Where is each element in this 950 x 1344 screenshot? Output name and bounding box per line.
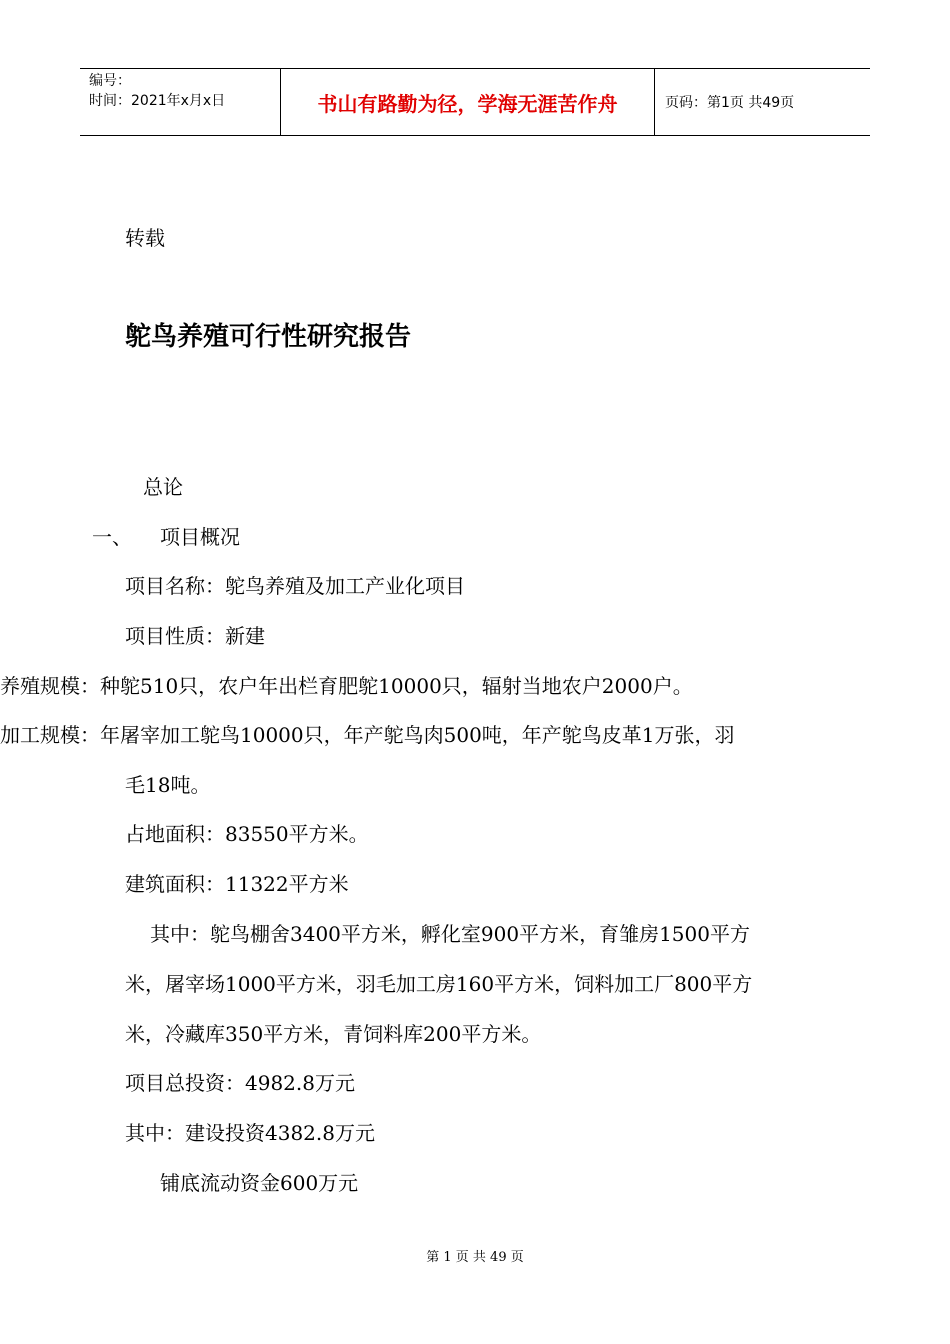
- body-line: 养殖规模：种鸵510只，农户年出栏育肥鸵10000只，辐射当地农户2000户。: [0, 674, 693, 698]
- body-line: 铺底流动资金600万元: [160, 1171, 359, 1195]
- body-line: 加工规模：年屠宰加工鸵鸟10000只，年产鸵鸟肉500吨，年产鸵鸟皮革1万张，羽: [0, 723, 735, 747]
- page-info: 页码：第1页 共49页: [665, 95, 795, 111]
- section-heading: 总论: [143, 475, 183, 499]
- body-line: 占地面积：83550平方米。: [125, 822, 369, 846]
- header-left-cell: [80, 69, 281, 135]
- body-line: 项目性质：新建: [125, 624, 265, 648]
- body-line: 建筑面积：11322平方米: [125, 872, 349, 896]
- body-line: 项目名称：鸵鸟养殖及加工产业化项目: [125, 574, 465, 598]
- body-line: 米，冷藏库350平方米，青饲料库200平方米。: [125, 1022, 542, 1046]
- document-title: 鸵鸟养殖可行性研究报告: [125, 322, 412, 352]
- motto: 书山有路勤为径，学海无涯苦作舟: [281, 69, 655, 135]
- item-number: 一、: [92, 525, 132, 549]
- reprint-label: 转载: [125, 226, 165, 250]
- number-label: 编号：: [89, 73, 131, 89]
- time-label: 时间：2021年x月x日: [89, 93, 226, 109]
- page-footer: 第 1 页 共 49 页: [426, 1250, 524, 1265]
- header-table: [80, 68, 870, 136]
- body-line: 项目总投资：4982.8万元: [125, 1071, 355, 1095]
- body-line: 其中：建设投资4382.8万元: [125, 1121, 375, 1145]
- body-line: 毛18吨。: [125, 773, 211, 797]
- body-line: 米，屠宰场1000平方米，羽毛加工房160平方米，饲料加工厂800平方: [125, 972, 753, 996]
- item-heading: 项目概况: [160, 525, 240, 549]
- body-line: 其中：鸵鸟棚舍3400平方米，孵化室900平方米，育雏房1500平方: [150, 922, 750, 946]
